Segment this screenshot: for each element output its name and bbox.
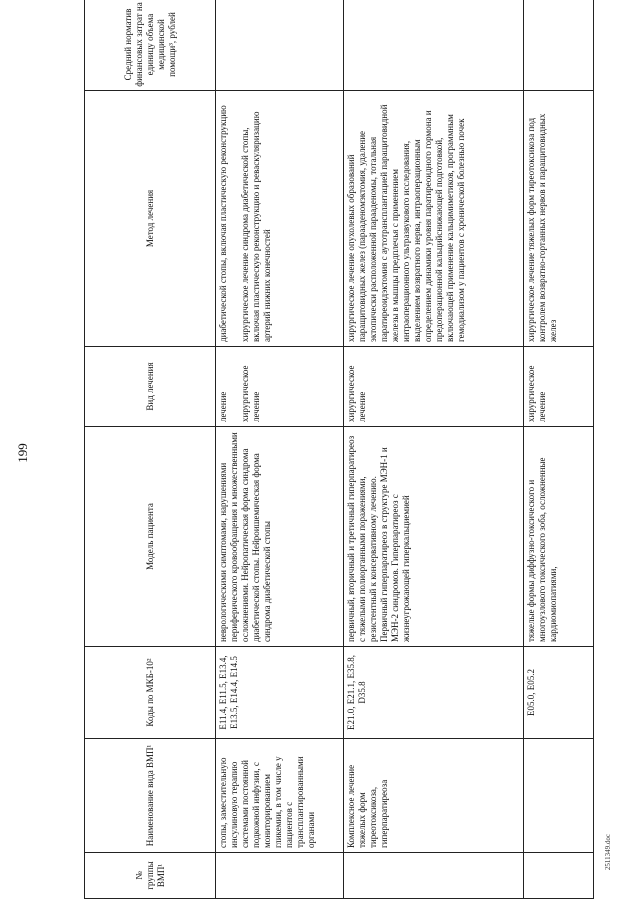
document-footer-code: 2511349.doc [604, 833, 612, 871]
treatment-standards-table [84, 0, 594, 899]
table-row [344, 0, 524, 899]
header-group-number: № группы ВМП¹ [85, 853, 216, 899]
row-vmp-name: стопы, заместительную инсулиновую терапию системами постоянной подкожной инфузии, с мониторированием гликемии, в том числе у пациентов с трансплантированными органами [216, 739, 344, 853]
row-treatment-type: лечение хирургическое лечение [216, 347, 344, 427]
row-patient-model: неврологическими симптомами, нарушениями периферического кровообращения и множественными осложнениями. Нейропатическая форма синдрома диабетической стопы. Нейроишемическая форма синдрома диабетической стопы [216, 427, 344, 647]
row-group-number [524, 853, 594, 899]
row-group-number [344, 853, 524, 899]
row-patient-model: первичный, вторичный и третичный гиперпаратиреоз с тяжелыми полиорганными поражениями, резистентный к консервативному лечению. Первичный гиперпаратиреоз в структуре МЭН-1 и МЭН-2 синдромов. Гиперпаратиреоз с жизнеугрожающей гиперкальциемией [344, 427, 524, 647]
row-treatment-method: диабетической стопы, включая пластическую реконструкцию хирургическое лечение синдрома диабетической стопы, включая пластическую реконструкцию и реваскуляризацию артерий нижних конечностей [216, 91, 344, 347]
page-number: 199 [15, 443, 30, 463]
row-treatment-method: хирургическое лечение опухолевых образований паращитовидных желез (парааденомэктомия, удаление эктопически расположенной парааденомы, тотальная паратиреоидэктомия с аутотрансплантацией паращитовидной железы в мышцы предплечья с применением интраоперационного ультразвукового исследования, выделением возвратного нерва, интраоперационным определением динамики уровня паратиреоидного гормона и предоперационной кальцийснижающей подготовкой, включающей применение кальцимиметиков, программным гемодиализом у пациентов с хронической болезнью почек [344, 91, 524, 347]
row-icd-codes: E11.4, E11.5, E13.4, E13.5, E14.4, E14.5 [216, 647, 344, 739]
header-treatment-type: Вид лечения [85, 347, 216, 427]
row-vmp-name [524, 739, 594, 853]
row-patient-model: тяжелые формы диффузно-токсического и многоузлового токсического зоба, осложненные кардиомиопатиями, [524, 427, 594, 647]
header-icd-codes: Коды по МКБ-10² [85, 647, 216, 739]
row-vmp-name: Комплексное лечение тяжелых форм тиреотоксикоза, гиперпаратиреоза [344, 739, 524, 853]
row-average-cost [344, 0, 524, 91]
row-icd-codes: E21.0, E21.1, E35.8, D35.8 [344, 647, 524, 739]
header-patient-model: Модель пациента [85, 427, 216, 647]
row-icd-codes: E05.0, E05.2 [524, 647, 594, 739]
row-average-cost [216, 0, 344, 91]
header-vmp-name: Наименование вида ВМП¹ [85, 739, 216, 853]
header-treatment-method: Метод лечения [85, 91, 216, 347]
table-row [216, 0, 344, 899]
table-header-row [85, 0, 216, 899]
row-group-number [216, 853, 344, 899]
row-treatment-method: хирургическое лечение тяжелых форм тиреотоксикоза под контролем возвратно-гортанных нервов и паращитовидных желез [524, 91, 594, 347]
row-average-cost [524, 0, 594, 91]
rotated-table-container [84, 0, 636, 899]
table-row [524, 0, 594, 899]
header-average-cost: Средний норматив финансовых затрат на единицу объема медицинской помощи³, рублей [85, 0, 216, 91]
row-treatment-type: хирургическое лечение [524, 347, 594, 427]
row-treatment-type: хирургическое лечение [344, 347, 524, 427]
